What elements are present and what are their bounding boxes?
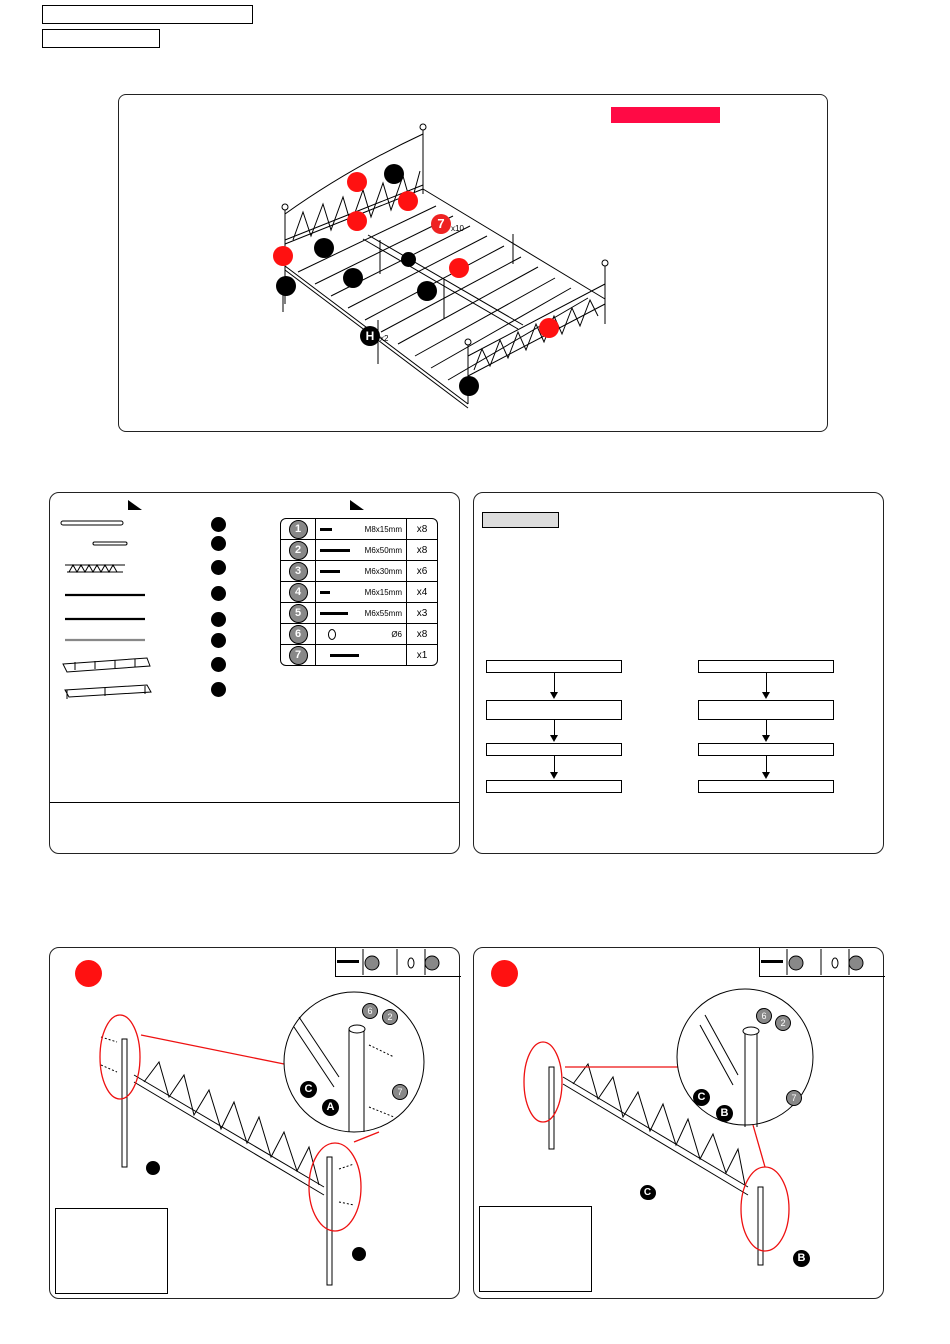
bolt-icon	[320, 528, 332, 531]
flow-right-arrowhead-1	[762, 692, 770, 699]
step1-callout-hw3: 7	[392, 1084, 408, 1100]
step2-callout-post-bottom: B	[793, 1250, 810, 1267]
overview-dot-red-1	[347, 172, 367, 192]
hardware-size: M6x50mm	[364, 545, 402, 555]
step1-callout-hw1: 6	[362, 1003, 378, 1019]
hardware-table	[280, 518, 438, 666]
allen-key-icon	[330, 654, 359, 657]
bolt-icon	[320, 570, 340, 573]
hardware-number-badge: 6	[289, 625, 308, 644]
step1-callout-post: A	[322, 1099, 339, 1116]
step2-callout-hw1: 6	[756, 1008, 772, 1024]
hardware-row	[281, 561, 437, 582]
overview-dot-red-2	[398, 191, 418, 211]
flow-right-box-4	[698, 780, 834, 793]
hardware-section-marker	[350, 500, 364, 510]
overview-dot-red-5	[449, 258, 469, 278]
hardware-qty: x1	[416, 649, 428, 661]
hardware-row	[281, 519, 437, 540]
hardware-qty: x8	[407, 540, 437, 561]
overview-dot-red-6	[539, 318, 559, 338]
hardware-size: M8x15mm	[364, 524, 402, 534]
parts-divider	[50, 802, 459, 803]
parts-section-marker	[128, 500, 142, 510]
flow-left-arrow-2	[554, 720, 555, 735]
part-dot-1	[211, 517, 226, 532]
washer-icon	[328, 629, 336, 640]
overview-dot-black-small	[401, 252, 416, 267]
hardware-qty: x4	[407, 582, 437, 603]
flow-right-arrow-1	[766, 673, 767, 692]
instructions-tag	[482, 512, 559, 528]
overview-dot-black-5	[417, 281, 437, 301]
step1-callout-rail: C	[300, 1081, 317, 1098]
part-dot-2	[211, 536, 226, 551]
parts-illustrations	[55, 512, 165, 707]
flow-left-arrowhead-2	[550, 735, 558, 742]
flow-left-arrowhead-1	[550, 692, 558, 699]
flow-right-arrow-2	[766, 720, 767, 735]
header-subtitle-box	[42, 29, 160, 48]
flow-left-box-1	[486, 660, 622, 673]
step1-callout-hw2: 2	[382, 1009, 398, 1025]
part-dot-8	[211, 682, 226, 697]
flow-right-box-3	[698, 743, 834, 756]
hardware-size: M6x55mm	[364, 608, 402, 618]
hardware-qty: x8	[407, 624, 437, 645]
hardware-size: Ø6	[391, 629, 402, 639]
header-title-box	[42, 5, 253, 24]
flow-right-arrowhead-3	[762, 772, 770, 779]
step2-callout-hw2: 2	[775, 1015, 791, 1031]
hardware-qty: x3	[407, 603, 437, 624]
bolt-icon	[320, 549, 350, 552]
step2-callout-rail: C	[693, 1089, 710, 1106]
hardware-qty: x8	[407, 519, 437, 540]
bolt-icon	[320, 612, 348, 615]
overview-leg-callout: H	[360, 326, 380, 346]
hardware-number-badge: 2	[289, 541, 308, 560]
hardware-qty: x6	[407, 561, 437, 582]
hardware-number-badge: 7	[289, 646, 308, 665]
step1-illustration	[49, 947, 460, 1299]
overview-dot-black-4	[276, 276, 296, 296]
flow-left-box-4	[486, 780, 622, 793]
flow-right-box-1	[698, 660, 834, 673]
overview-dot-black-2	[314, 238, 334, 258]
overview-dot-black-6	[459, 376, 479, 396]
flow-left-box-3	[486, 743, 622, 756]
part-dot-5	[211, 612, 226, 627]
step2-callout-hw3: 7	[786, 1090, 802, 1106]
overview-dot-red-4	[273, 246, 293, 266]
overview-dot-black-3	[343, 268, 363, 288]
flow-left-arrow-1	[554, 673, 555, 692]
part-dot-7	[211, 657, 226, 672]
flow-right-arrowhead-2	[762, 735, 770, 742]
hardware-row	[281, 645, 437, 665]
hardware-number-badge: 4	[289, 583, 308, 602]
overview-dot-black-1	[384, 164, 404, 184]
flow-left-arrow-3	[554, 756, 555, 772]
hardware-row	[281, 603, 437, 624]
hardware-row	[281, 624, 437, 645]
step2-callout-post: B	[716, 1105, 733, 1122]
step2-illustration	[473, 947, 884, 1299]
hardware-size: M6x30mm	[364, 566, 402, 576]
bolt-icon	[320, 591, 330, 594]
hardware-number-badge: 1	[289, 520, 308, 539]
hardware-number-badge: 5	[289, 604, 308, 623]
hardware-number-badge: 3	[289, 562, 308, 581]
step2-callout-rail-bottom: C	[640, 1185, 655, 1200]
overview-slat-callout: 7	[431, 214, 451, 234]
hardware-size: M6x15mm	[364, 587, 402, 597]
flow-right-arrow-3	[766, 756, 767, 772]
flow-left-box-2	[486, 700, 622, 720]
hardware-row	[281, 540, 437, 561]
hardware-row	[281, 582, 437, 603]
part-dot-6	[211, 633, 226, 648]
flow-left-arrowhead-3	[550, 772, 558, 779]
overview-leg-qty: x2	[380, 334, 389, 343]
part-dot-4	[211, 586, 226, 601]
overview-slat-qty: x10	[451, 224, 464, 233]
part-dot-3	[211, 560, 226, 575]
flow-right-box-2	[698, 700, 834, 720]
overview-dot-red-3	[347, 211, 367, 231]
instructions-panel	[473, 492, 884, 854]
